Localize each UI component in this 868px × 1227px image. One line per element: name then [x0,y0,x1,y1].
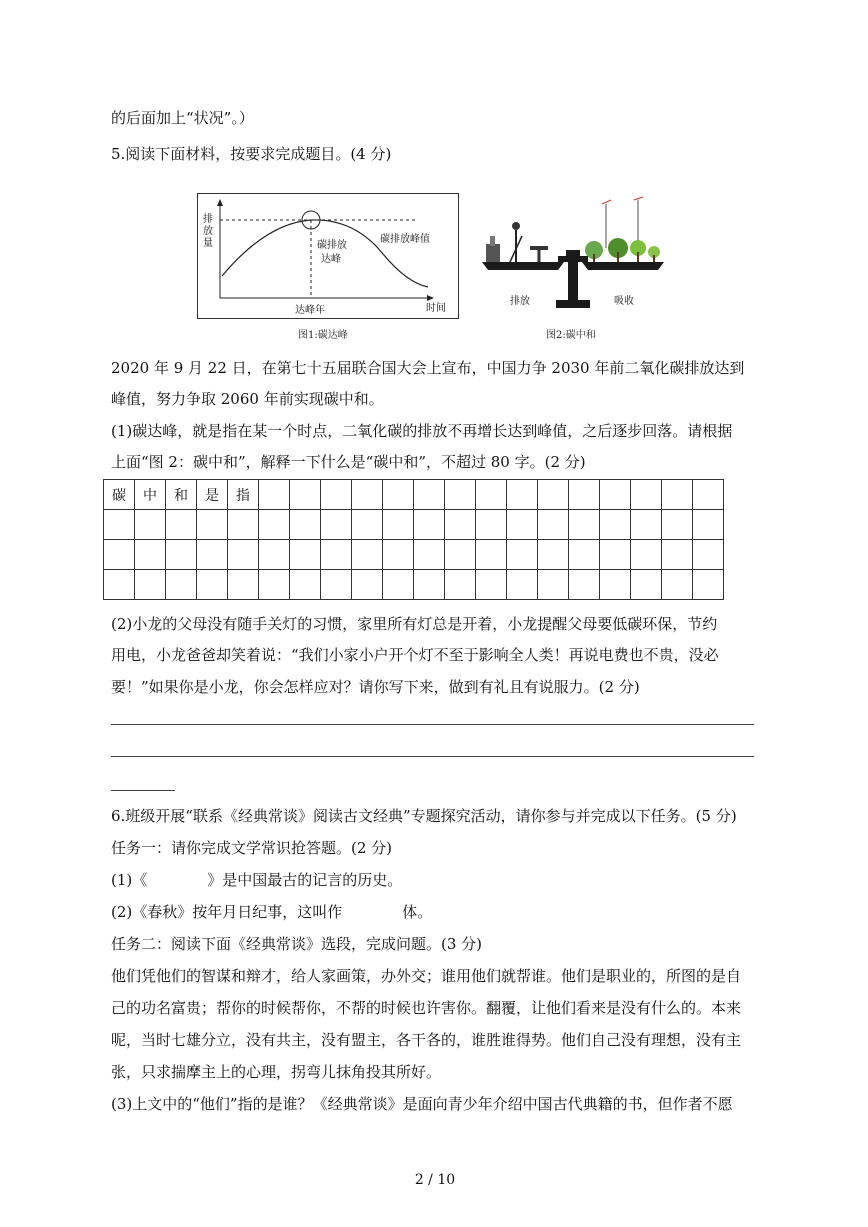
grid-cell[interactable] [693,540,724,570]
grid-cell[interactable] [507,510,538,540]
grid-cell[interactable] [352,540,383,570]
grid-cell[interactable] [445,510,476,540]
grid-row [104,540,724,570]
grid-cell[interactable] [693,480,724,510]
grid-cell[interactable] [507,570,538,600]
grid-cell[interactable]: 和 [166,480,197,510]
grid-cell[interactable]: 碳 [104,480,135,510]
grid-cell[interactable] [197,510,228,540]
grid-cell[interactable] [631,570,662,600]
grid-cell[interactable] [414,540,445,570]
passage-line: 己的功名富贵；帮你的时候帮你，不帮的时候也许害你。翻覆，让他们看来是没有什么的。本来 [111,999,742,1017]
grid-cell[interactable] [166,570,197,600]
text-line: 峰值，努力争取 2060 年前实现碳中和。 [111,390,384,408]
grid-cell[interactable]: 是 [197,480,228,510]
grid-cell[interactable] [662,570,693,600]
grid-cell[interactable] [414,570,445,600]
grid-cell[interactable]: 指 [228,480,259,510]
grid-cell[interactable] [290,570,321,600]
grid-cell[interactable]: 中 [135,480,166,510]
figure1-point-label-2: 达峰 [321,254,341,265]
grid-cell[interactable] [445,570,476,600]
grid-cell[interactable] [662,540,693,570]
grid-cell[interactable] [135,540,166,570]
page-number: 2 / 10 [414,1172,456,1188]
figure2-right-label: 吸收 [614,296,634,307]
text-line: 用电，小龙爸爸却笑着说：“我们小家小户开个灯不至于影响全人类！再说电费也不贵，没必 [111,646,719,664]
grid-cell[interactable] [693,570,724,600]
grid-cell[interactable] [538,570,569,600]
figure1-x-point-label: 达峰年 [295,305,325,316]
grid-cell[interactable] [197,540,228,570]
grid-cell[interactable] [569,540,600,570]
grid-cell[interactable] [538,510,569,540]
figure1-xlabel: 时间 [426,303,446,314]
grid-cell[interactable] [662,480,693,510]
grid-cell[interactable] [383,480,414,510]
grid-cell[interactable] [600,540,631,570]
figure2-caption: 图2:碳中和 [546,330,596,341]
question-5-1: (1)碳达峰，就是指在某一个时点，二氧化碳的排放不再增长达到峰值，之后逐步回落。请根据 [111,422,733,440]
grid-cell[interactable] [569,570,600,600]
answer-line[interactable] [111,790,175,791]
grid-cell[interactable] [445,540,476,570]
text-line: 的后面加上“状况”。） [111,109,254,127]
grid-cell[interactable] [476,570,507,600]
grid-cell[interactable] [600,480,631,510]
figure1-caption: 图1:碳达峰 [298,330,348,341]
grid-cell[interactable] [259,570,290,600]
grid-cell[interactable] [693,510,724,540]
grid-cell[interactable] [569,510,600,540]
text-line: 上面“图 2：碳中和”，解释一下什么是“碳中和”，不超过 80 字。(2 分) [111,453,586,471]
grid-cell[interactable] [600,510,631,540]
grid-cell[interactable] [228,510,259,540]
grid-cell[interactable] [600,570,631,600]
grid-cell[interactable] [631,540,662,570]
grid-cell[interactable] [228,540,259,570]
grid-cell[interactable] [321,570,352,600]
grid-cell[interactable] [166,540,197,570]
text-line: 要！”如果你是小龙，你会怎样应对？请你写下来，做到有礼且有说服力。(2 分) [111,678,640,696]
answer-line[interactable] [111,756,754,757]
passage-line: 他们凭他们的智谋和辩才，给人家画策，办外交；谁用他们就帮谁。他们是职业的，所图的是自 [111,967,742,985]
question-6-1: (1)《 》是中国最古的记言的历史。 [111,871,403,889]
question-5-heading: 5.阅读下面材料，按要求完成题目。(4 分) [111,145,392,163]
grid-cell[interactable] [538,540,569,570]
question-6-heading: 6.班级开展“联系《经典常谈》阅读古文经典”专题探究活动，请你参与并完成以下任务。(5 分) [111,807,737,825]
grid-cell[interactable] [290,510,321,540]
grid-cell[interactable] [445,480,476,510]
answer-grid[interactable] [103,479,724,600]
grid-cell[interactable] [476,480,507,510]
grid-cell[interactable] [290,540,321,570]
grid-cell[interactable] [197,570,228,600]
grid-cell[interactable] [104,540,135,570]
question-5-2: (2)小龙的父母没有随手关灯的习惯，家里所有灯总是开着，小龙提醒父母要低碳环保，节约 [111,615,718,633]
figure2-left-label: 排放 [510,296,530,307]
grid-cell[interactable] [383,570,414,600]
grid-cell[interactable] [259,510,290,540]
grid-cell[interactable] [631,480,662,510]
grid-cell[interactable] [104,510,135,540]
grid-cell[interactable] [507,540,538,570]
grid-cell[interactable] [104,570,135,600]
figure1-point-label-1: 碳排放 [317,240,347,251]
grid-cell[interactable] [383,510,414,540]
text-line: 2020 年 9 月 22 日，在第七十五届联合国大会上宣布，中国力争 2030 年前二氧化碳排放达到 [111,359,745,377]
question-6-3: (3)上文中的“他们”指的是谁？《经典常谈》是面向青少年介绍中国古代典籍的书，但作者不愿 [111,1095,733,1113]
grid-cell[interactable] [476,540,507,570]
grid-cell[interactable] [321,510,352,540]
grid-cell[interactable] [135,570,166,600]
question-6-2: (2)《春秋》按年月日纪事，这叫作 体。 [111,903,433,921]
grid-cell[interactable] [476,510,507,540]
grid-cell[interactable] [538,480,569,510]
figure-carbon-peak [197,193,459,319]
figure1-peak-label: 碳排放峰值 [380,234,430,245]
grid-cell[interactable] [507,480,538,510]
answer-line[interactable] [111,724,754,725]
grid-cell[interactable] [166,510,197,540]
grid-row [104,480,724,510]
grid-row [104,570,724,600]
grid-cell[interactable] [321,480,352,510]
grid-cell[interactable] [135,510,166,540]
grid-cell[interactable] [259,540,290,570]
passage-line: 张，只求揣摩主上的心理，拐弯儿抹角投其所好。 [111,1063,442,1081]
grid-cell[interactable] [352,510,383,540]
grid-cell[interactable] [352,570,383,600]
grid-cell[interactable] [631,510,662,540]
grid-cell[interactable] [259,480,290,510]
passage-line: 呢，当时七雄分立，没有共主，没有盟主，各干各的，谁胜谁得势。他们自己没有理想，没有主 [111,1031,742,1049]
grid-cell[interactable] [414,480,445,510]
grid-cell[interactable] [414,510,445,540]
grid-cell[interactable] [569,480,600,510]
grid-cell[interactable] [662,510,693,540]
grid-cell[interactable] [290,480,321,510]
figure-carbon-neutral [478,196,668,316]
grid-cell[interactable] [352,480,383,510]
grid-cell[interactable] [321,540,352,570]
grid-row [104,510,724,540]
task-2-heading: 任务二：阅读下面《经典常谈》选段，完成问题。(3 分) [111,935,483,953]
grid-cell[interactable] [228,570,259,600]
task-1-heading: 任务一：请你完成文学常识抢答题。(2 分) [111,839,393,857]
figure1-ylabel: 排放量 [203,214,213,249]
grid-cell[interactable] [383,540,414,570]
